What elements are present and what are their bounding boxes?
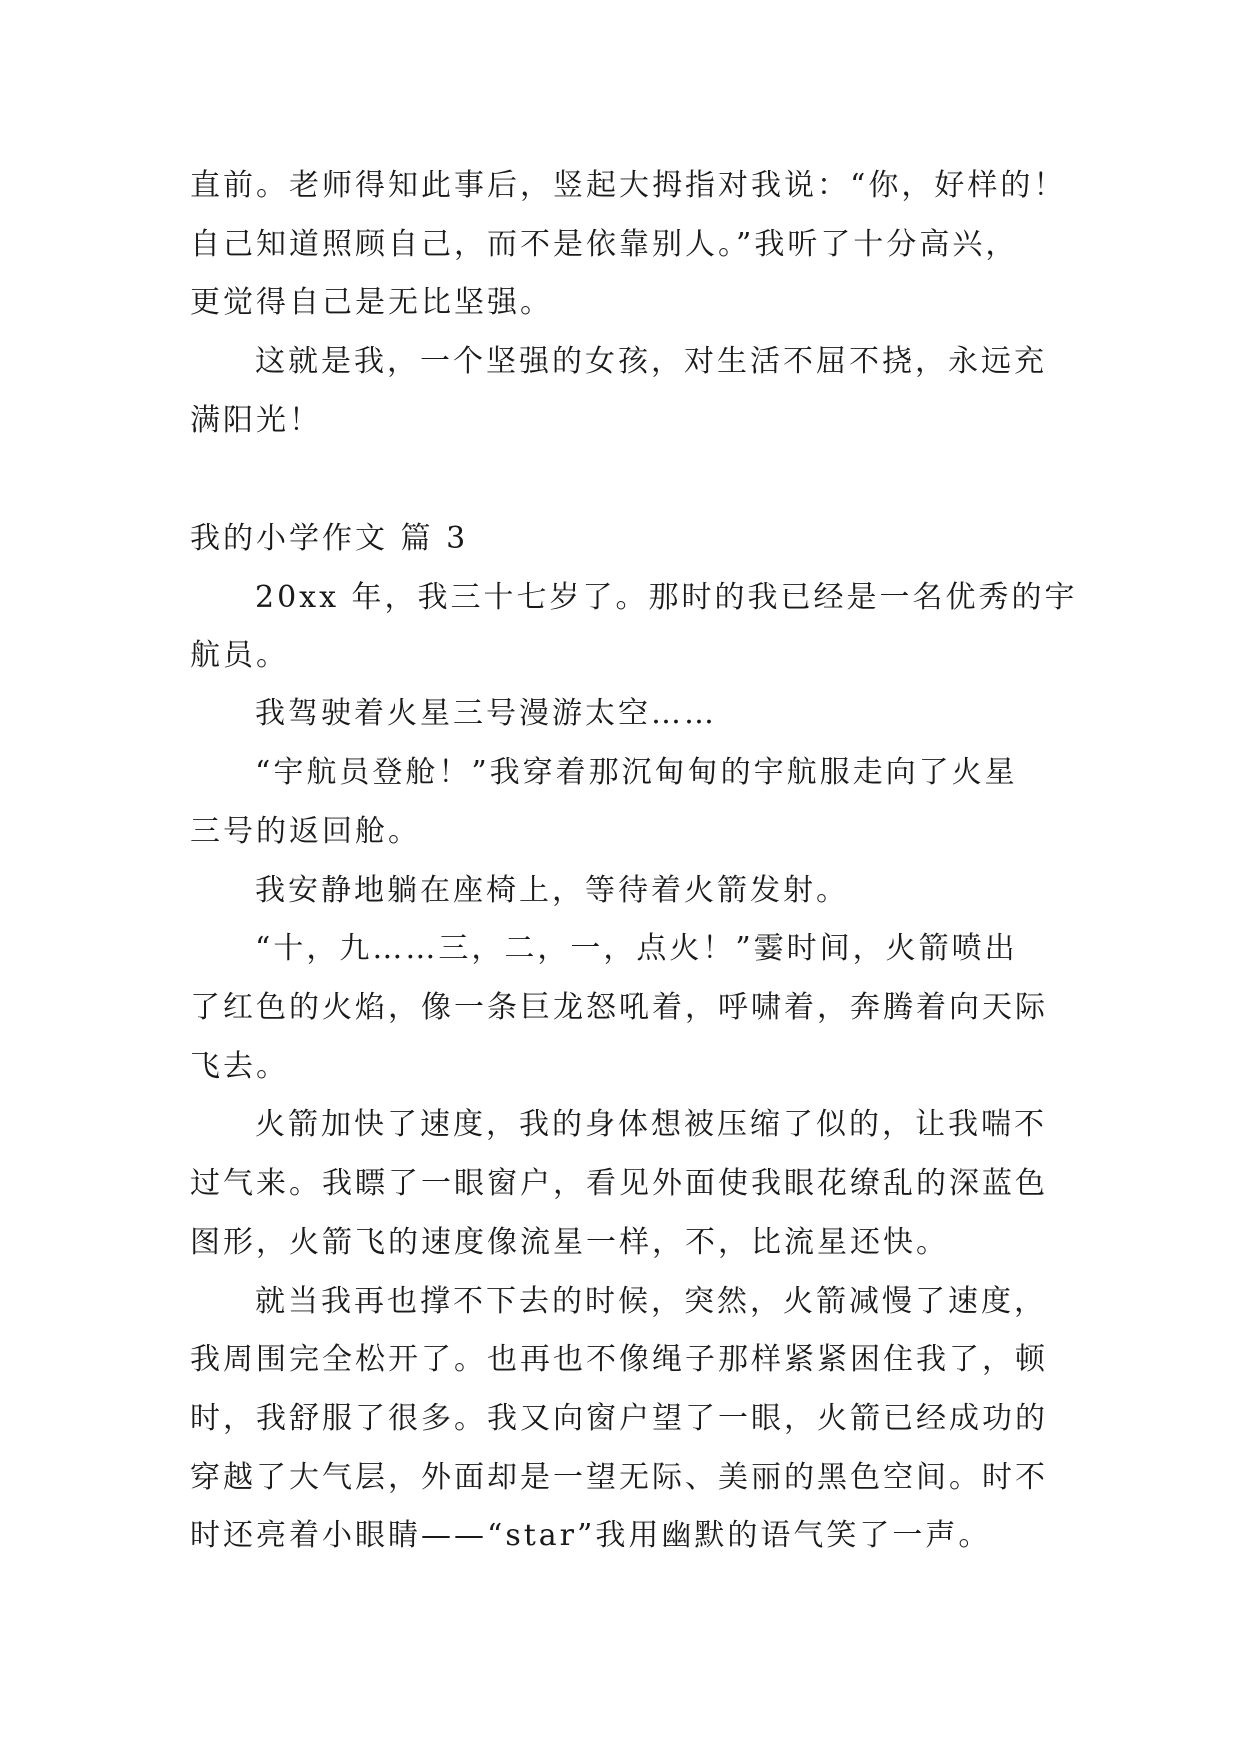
paragraph-start-line: 20xx 年，我三十七岁了。那时的我已经是一名优秀的宇 xyxy=(255,580,1078,615)
text-line: 了红色的火焰，像一条巨龙怒吼着，呼啸着，奔腾着向天际 xyxy=(190,990,1048,1025)
text-line: 时，我舒服了很多。我又向窗户望了一眼，火箭已经成功的 xyxy=(190,1401,1048,1436)
paragraph-start-line: 火箭加快了速度，我的身体想被压缩了似的，让我喘不 xyxy=(255,1107,1047,1142)
text-line: 飞去。 xyxy=(190,1049,289,1084)
paragraph-start-line: “宇航员登舱！”我穿着那沉甸甸的宇航服走向了火星 xyxy=(255,755,1018,790)
text-line: 穿越了大气层，外面却是一望无际、美丽的黑色空间。时不 xyxy=(190,1460,1048,1495)
text-line: 三号的返回舱。 xyxy=(190,814,421,849)
text-line: 时还亮着小眼睛——“star”我用幽默的语气笑了一声。 xyxy=(190,1518,992,1553)
text-line: 过气来。我瞟了一眼窗户，看见外面使我眼花缭乱的深蓝色 xyxy=(190,1166,1048,1201)
paragraph-start-line: “十，九……三，二，一，点火！”霎时间，火箭喷出 xyxy=(255,931,1018,966)
paragraph-start-line: 就当我再也撑不下去的时候，突然，火箭减慢了速度， xyxy=(255,1284,1047,1319)
text-line: 图形，火箭飞的速度像流星一样，不，比流星还快。 xyxy=(190,1225,949,1260)
text-line: 航员。 xyxy=(190,638,289,673)
paragraph-start-line: 我安静地躺在座椅上，等待着火箭发射。 xyxy=(255,873,849,908)
paragraph-start-line: 我驾驶着火星三号漫游太空…… xyxy=(255,696,717,731)
text-line: 满阳光！ xyxy=(190,403,322,438)
section-heading: 我的小学作文 篇 3 xyxy=(190,521,469,556)
paragraph-start-line: 这就是我，一个坚强的女孩，对生活不屈不挠，永远充 xyxy=(255,344,1047,379)
text-line: 直前。老师得知此事后，竖起大拇指对我说：“你，好样的！ xyxy=(190,168,1067,203)
text-line: 我周围完全松开了。也再也不像绳子那样紧紧困住我了，顿 xyxy=(190,1342,1048,1377)
text-line: 自己知道照顾自己，而不是依靠别人。”我听了十分高兴， xyxy=(190,227,1019,262)
text-line: 更觉得自己是无比坚强。 xyxy=(190,285,553,320)
